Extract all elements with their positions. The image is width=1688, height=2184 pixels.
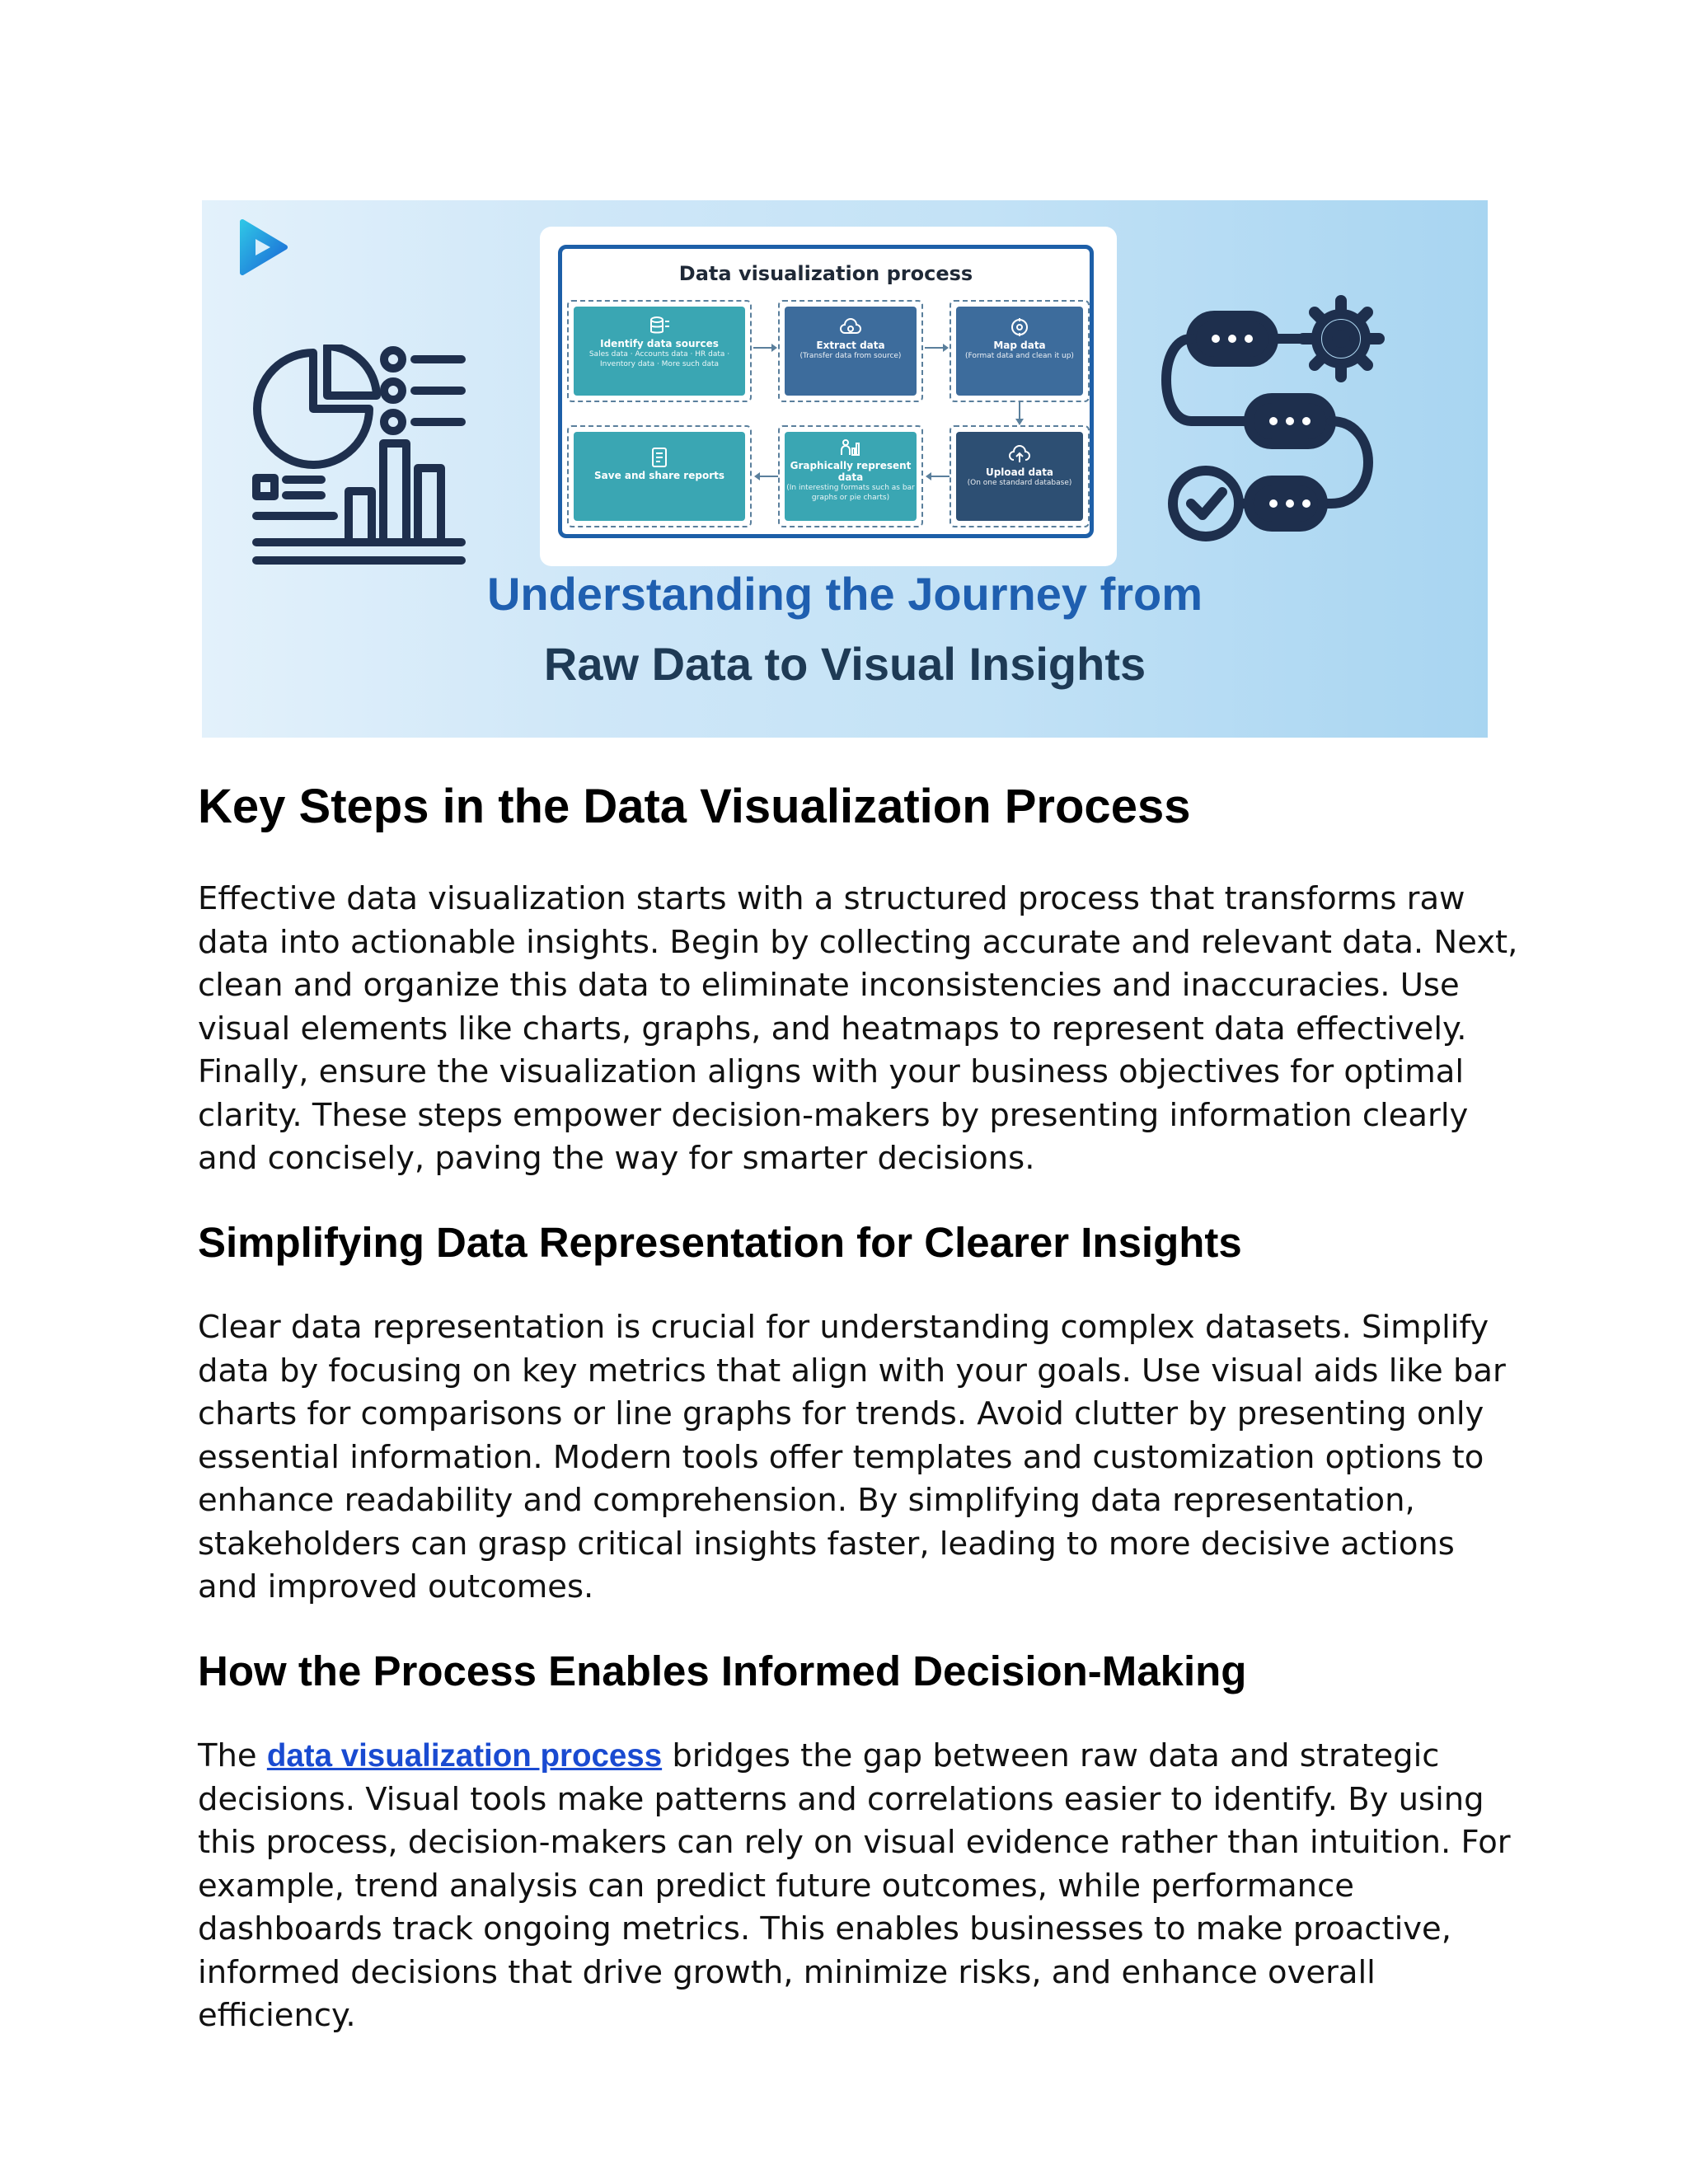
step-title: Identify data sources xyxy=(600,338,719,349)
paragraph-line: data into actionable insights. Begin by collecting accurate and relevant data. Next, xyxy=(198,923,1518,961)
step-desc: (Format data and clean it up) xyxy=(965,352,1074,360)
step-identify-data-sources xyxy=(574,307,745,396)
paragraph-line: dashboards track ongoing metrics. This enables businesses to make proactive, xyxy=(198,1910,1451,1947)
paragraph-line: and improved outcomes. xyxy=(198,1568,594,1605)
report-document-icon xyxy=(649,447,670,468)
chart-person-icon xyxy=(840,437,861,458)
step-desc: (Transfer data from source) xyxy=(799,352,902,360)
arrow-right-icon xyxy=(925,341,950,354)
step-desc: Sales data · Accounts data · HR data · Inventory data · More such data xyxy=(588,350,730,368)
arrow-left-icon xyxy=(925,470,950,483)
paragraph-line: this process, decision-makers can rely on visual evidence rather than intuition. For xyxy=(198,1824,1511,1861)
banner-title-line2: Raw Data to Visual Insights xyxy=(543,638,1146,690)
step-desc: (In interesting formats such as bar graphs or pie charts) xyxy=(786,484,915,502)
paragraph-line: Finally, ensure the visualization aligns with your business objectives for optimal xyxy=(198,1053,1465,1090)
cloud-upload-icon xyxy=(1009,443,1030,465)
data-visualization-process-link[interactable]: data visualization process xyxy=(266,1738,663,1774)
paragraph-line: charts for comparisons or line graphs for trends. Avoid clutter by presenting only xyxy=(198,1395,1484,1432)
section-heading-simplifying: Simplifying Data Representation for Clearer Insights xyxy=(198,1219,1242,1266)
paragraph-line: data by focusing on key metrics that align with your goals. Use visual aids like bar xyxy=(198,1352,1506,1390)
arrow-left-icon xyxy=(753,470,778,483)
process-diagram-title: Data visualization process xyxy=(678,262,973,285)
arrow-down-icon xyxy=(1013,402,1026,427)
step-title: Save and share reports xyxy=(594,470,724,481)
hero-banner xyxy=(202,200,1488,738)
paragraph-line: decisions. Visual tools make patterns and correlations easier to identify. By using xyxy=(198,1780,1484,1818)
paragraph-simplifying xyxy=(198,1306,1506,1610)
process-diagram xyxy=(540,227,1117,566)
paragraph-line: essential information. Modern tools offer templates and customization options to xyxy=(198,1438,1484,1476)
database-icon xyxy=(649,315,670,336)
paragraph-line: clean and organize this data to eliminate inconsistencies and inaccuracies. Use xyxy=(198,967,1460,1004)
paragraph-line-with-link xyxy=(198,1735,1484,1779)
step-graphically-represent-data xyxy=(785,432,917,521)
step-extract-data xyxy=(785,307,917,396)
arrow-right-icon xyxy=(753,341,778,354)
paragraph-decision-making xyxy=(198,1735,1511,2038)
paragraph-text: The xyxy=(198,1737,267,1774)
paragraph-line: Effective data visualization starts with a structured process that transforms raw xyxy=(198,880,1465,917)
analytics-chart-icon xyxy=(251,344,474,571)
section-heading-decision-making: How the Process Enables Informed Decision-Making xyxy=(198,1647,1247,1694)
paragraph-line: visual elements like charts, graphs, and heatmaps to represent data effectively. xyxy=(198,1010,1467,1047)
step-map-data xyxy=(956,307,1083,396)
paragraph-text: bridges the gap between raw data and strategic xyxy=(662,1737,1440,1774)
step-title: Extract data xyxy=(816,340,885,351)
step-upload-data xyxy=(956,432,1083,521)
paragraph-line: clarity. These steps empower decision-makers by presenting information clearly xyxy=(198,1096,1469,1134)
play-logo-icon xyxy=(237,218,288,276)
step-title: Graphically represent data xyxy=(790,460,912,483)
paragraph-line: stakeholders can grasp critical insights faster, leading to more decisive actions xyxy=(198,1525,1455,1563)
banner-title-line1: Understanding the Journey from xyxy=(486,568,1203,620)
workflow-gear-icon xyxy=(1158,283,1405,546)
step-title: Map data xyxy=(993,340,1046,351)
brain-gear-icon xyxy=(1009,316,1030,338)
paragraph-key-steps xyxy=(198,878,1518,1181)
paragraph-line: informed decisions that drive growth, minimize risks, and enhance overall xyxy=(198,1953,1376,1991)
step-title: Upload data xyxy=(985,466,1054,478)
paragraph-line: example, trend analysis can predict future outcomes, while performance xyxy=(198,1867,1354,1905)
paragraph-line: and concisely, paving the way for smarter decisions. xyxy=(198,1140,1035,1177)
step-desc: (On one standard database) xyxy=(967,479,1072,487)
article-heading: Key Steps in the Data Visualization Process xyxy=(198,780,1191,833)
cloud-gear-icon xyxy=(840,316,861,338)
paragraph-line: enhance readability and comprehension. By simplifying data representation, xyxy=(198,1482,1415,1519)
process-diagram-frame xyxy=(558,245,1094,538)
paragraph-line: efficiency. xyxy=(198,1997,356,2034)
paragraph-line: Clear data representation is crucial for understanding complex datasets. Simplify xyxy=(198,1309,1489,1346)
step-save-share-reports xyxy=(574,432,745,521)
